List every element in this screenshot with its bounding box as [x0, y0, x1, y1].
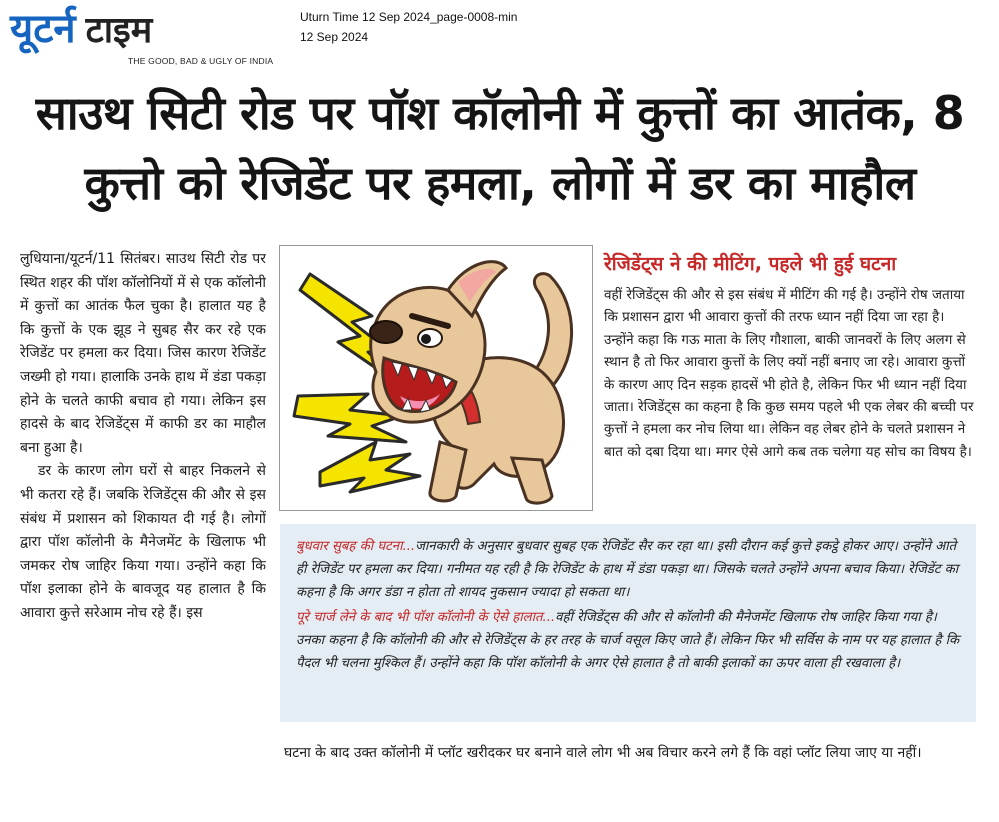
angry-dog-illustration: [279, 245, 593, 511]
file-title: Uturn Time 12 Sep 2024_page-0008-min: [300, 10, 518, 24]
issue-date: 12 Sep 2024: [300, 30, 369, 44]
logo-tagline: THE GOOD, BAD & UGLY OF INDIA: [128, 56, 274, 66]
highlight-body-1: जानकारी के अनुसार बुधवार सुबह एक रेजिडेंट सैर कर रहा था। इसी दौरान कई कुत्ते इकट्ठे होकर आए। उन्होंने आते ही रेजिडेंट पर हमला कर दिया। गनीमत यह रही है कि रेजिडेंट के हाथ में डंडा पकड़ा था। जिसके चलते उन्होंने अपना बचाव किया। रेजिडेंट का कहना है कि अगर डंडा न होता तो शायद नुकसान ज्यादा हो सकता था।: [296, 539, 959, 600]
article-paragraph: डर के कारण लोग घरों से बाहर निकलने से भी कतरा रहे हैं। जबकि रेजिडेंट्स की और से इस संबंध में प्रशासन को शिकायत दी गई है। लोगों द्वारा पॉश कॉलोनी के मैनेजमेंट के खिलाफ भी जमकर रोष जाहिर किया गया। उन्होंने कहा कि पॉश इलाका होने के बावजूद यह हालात है कि आवारा कुत्ते सरेआम नोच रहे हैं। इस: [20, 463, 266, 621]
page-headline: [20, 78, 980, 218]
article-paragraph: लुधियाना/यूटर्न/11 सितंबर। साउथ सिटी रोड पर स्थित शहर की पॉश कॉलोनियों में से एक कॉलोनी में कुत्तों का आतंक फैल चुका है। हालात यह है कि कुत्तों के एक झूड ने सुबह सैर कर रहे एक रेजिडेंट पर हमला कर दिया। जिस कारण रेजिडेंट जख्मी हो गया। हालाकि उनके हाथ में डंडा पकड़ा होने के चलते काफी बचाव हो गया। लेकिन इस हादसे के बाद रेजिडेंट्स में काफी डर का माहौल बना हुआ है।: [20, 251, 266, 456]
masthead-logo: [10, 6, 295, 68]
highlight-box: [280, 524, 976, 722]
highlight-lead-2: पूरे चार्ज लेने के बाद भी पॉश कॉलोनी के ऐसे हालात...: [296, 610, 556, 626]
highlight-lead-1: बुधवार सुबह की घटना...: [296, 539, 416, 554]
article-left-column: [20, 248, 266, 822]
highlight-body-2: वहीं रेजिडेंट्स की और से कॉलोनी की मैनेजमेंट खिलाफ रोष जाहिर किया गया है। उनका कहना है कि कॉलोनी की और से रेजिडेंट्स के हर तरह के चार्ज वसूल किए जाते हैं। लेकिन फिर भी सर्विस के नाम पर यह हालात है कि पैदल भी चलना मुश्किल हैं। उन्होंने कहा कि पॉश कॉलोनी के अगर ऐसे हालात है तो बाकी इलाकों का ऊपर वाला ही रखवाला है।: [296, 610, 960, 671]
side-story-body: वहीं रेजिडेंट्स की और से इस संबंध में मीटिंग की गई है। उन्होंने रोष जताया कि प्रशासन द्वारा भी आवारा कुत्तों की तरफ ध्यान नहीं दिया जा रहा है। उन्होंने कहा कि गऊ माता के लिए गौशाला, बाकी जानवरों के लिए अलग से स्थान है तो फिर आवारा कुत्तों के लिए क्यों नहीं बनाए जा रहे। आवारा कुत्तों के कारण आए दिन सड़क हादसें भी होते है, लेकिन फिर भी ध्यान नहीं दिया जाता। रेजिडेंट्स का कहना है कि कुछ समय पहले भी एक लेबर की बच्ची पर कुत्तों ने हमला कर नोच लिया था। लेकिन वह लेबर होने के चलते प्रशासन ने बात को दबा दिया था। मगर ऐसे आगे कब तक चलेगा यह सोच का विषय है।: [604, 287, 974, 460]
highlight-paragraph-1: [296, 536, 962, 604]
closing-paragraph: घटना के बाद उक्त कॉलोनी में प्लॉट खरीदकर घर बनाने वाले लोग भी अब विचार करने लगे हैं कि वहां प्लॉट लिया जाए या नहीं।: [284, 745, 922, 761]
logo-text-uturn: यूटर्न: [10, 6, 76, 52]
highlight-paragraph-2: [296, 607, 962, 675]
logo-text-time: टाइम: [85, 10, 153, 51]
page-meta: [300, 7, 517, 47]
side-story-heading: रेजिडेंट्स ने की मीटिंग, पहले भी हुई घटना: [604, 253, 897, 275]
headline-line-2: कुत्तो को रेजिडेंट पर हमला, लोगों में डर का माहौल: [84, 156, 916, 210]
headline-line-1: साउथ सिटी रोड पर पॉश कॉलोनी में कुत्तों का आतंक, 8: [35, 86, 965, 140]
dog-icon: [280, 246, 592, 510]
